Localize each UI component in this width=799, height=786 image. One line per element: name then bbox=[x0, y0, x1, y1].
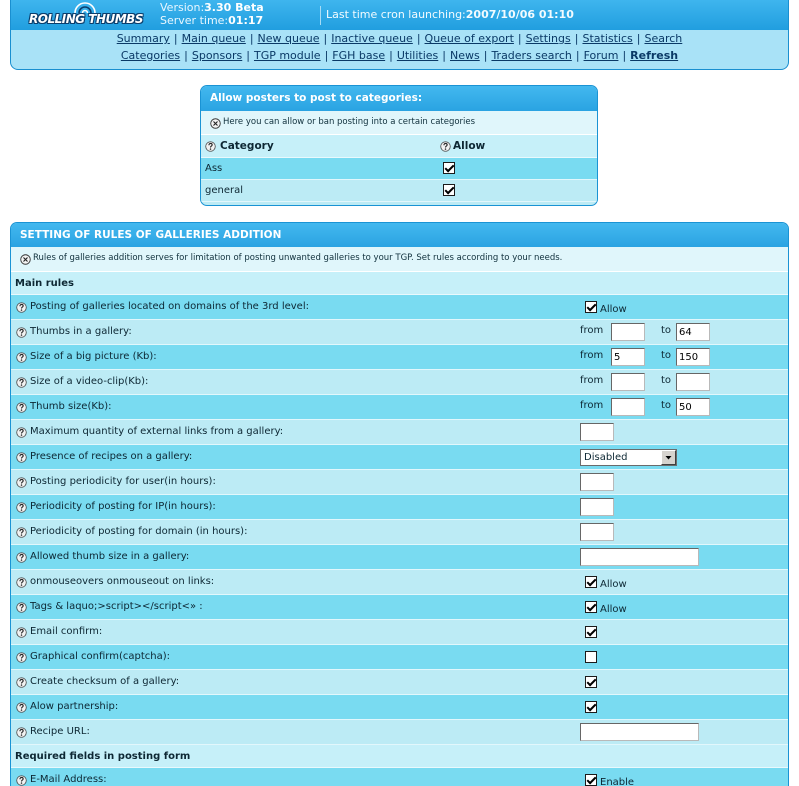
rule-control bbox=[580, 545, 780, 569]
rule-control bbox=[580, 445, 780, 469]
checksum-checkbox[interactable] bbox=[585, 676, 597, 688]
third-level-domains-checkbox[interactable] bbox=[585, 301, 597, 313]
thumbs-count-to-input[interactable] bbox=[676, 323, 710, 341]
help-question-icon[interactable] bbox=[16, 327, 27, 338]
version-value: 3.30 Beta bbox=[204, 1, 264, 14]
nav-link-inactive-queue[interactable]: Inactive queue bbox=[331, 32, 413, 45]
nav-separator: | bbox=[324, 49, 329, 62]
rule-control bbox=[580, 720, 780, 744]
checkbox-label: Allow bbox=[600, 579, 627, 590]
nav-separator: | bbox=[416, 32, 421, 45]
required-field-row-email bbox=[11, 768, 788, 786]
nav-link-new-queue[interactable]: New queue bbox=[257, 32, 320, 45]
help-question-icon[interactable] bbox=[16, 477, 27, 488]
section-heading-required-fields bbox=[11, 745, 788, 768]
select-value: Disabled bbox=[584, 452, 628, 463]
section-heading-main-rules bbox=[11, 272, 788, 295]
nav-separator: | bbox=[574, 32, 579, 45]
thumb-size-to-input[interactable] bbox=[676, 398, 710, 416]
rule-control bbox=[580, 370, 780, 394]
categories-permission-panel bbox=[200, 85, 598, 206]
big-picture-size-from-input[interactable] bbox=[611, 348, 645, 366]
app-header bbox=[10, 0, 789, 70]
categories-panel-title: Allow posters to post to categories: bbox=[210, 92, 423, 104]
column-category: Category bbox=[220, 140, 274, 152]
checkbox-label: Allow bbox=[600, 304, 627, 315]
rule-label: Size of a video-clip(Kb): bbox=[30, 376, 149, 387]
rule-row-ip-periodicity bbox=[11, 495, 788, 520]
categories-panel-header bbox=[201, 86, 597, 111]
nav-separator: | bbox=[249, 32, 254, 45]
rule-row-thumbs-count bbox=[11, 320, 788, 345]
help-question-icon[interactable] bbox=[16, 627, 27, 638]
ip-periodicity-input[interactable] bbox=[580, 498, 614, 516]
nav-separator: | bbox=[483, 49, 488, 62]
column-allow: Allow bbox=[453, 140, 486, 152]
required-field-label: E-Mail Address: bbox=[30, 774, 107, 785]
rule-label: Recipe URL: bbox=[30, 726, 90, 737]
partnership-checkbox[interactable] bbox=[585, 701, 597, 713]
help-question-icon[interactable] bbox=[16, 527, 27, 538]
info-circle-x-icon bbox=[210, 118, 221, 129]
nav-link-refresh[interactable]: Refresh bbox=[630, 49, 679, 62]
rule-label: Periodicity of posting for domain (in hours): bbox=[30, 526, 248, 537]
required-fields-heading: Required fields in posting form bbox=[15, 751, 191, 762]
rule-label: Graphical confirm(captcha): bbox=[30, 651, 170, 662]
rules-info-text: Rules of galleries addition serves for limitation of posting unwanted galleries to your TGP. Set rules according to your needs. bbox=[33, 253, 563, 263]
video-clip-size-from-input[interactable] bbox=[611, 373, 645, 391]
rule-row-partnership bbox=[11, 695, 788, 720]
nav-separator: | bbox=[636, 32, 641, 45]
server-time-line bbox=[160, 14, 264, 27]
rule-row-checksum bbox=[11, 670, 788, 695]
range-to-label: to bbox=[661, 400, 672, 411]
email-required-checkbox[interactable] bbox=[585, 774, 597, 786]
video-clip-size-to-input[interactable] bbox=[676, 373, 710, 391]
version-line bbox=[160, 1, 264, 14]
rule-control bbox=[580, 695, 780, 719]
script-tags-checkbox[interactable] bbox=[585, 601, 597, 613]
server-time-label: Server time: bbox=[160, 14, 229, 27]
email-confirm-checkbox[interactable] bbox=[585, 626, 597, 638]
rule-row-user-periodicity bbox=[11, 470, 788, 495]
rule-control bbox=[580, 295, 780, 319]
rule-label: Presence of recipes on a gallery: bbox=[30, 451, 193, 462]
info-circle-x-icon bbox=[20, 254, 31, 265]
domain-periodicity-input[interactable] bbox=[580, 523, 614, 541]
help-question-icon[interactable] bbox=[16, 302, 27, 313]
rule-row-allowed-thumb-size bbox=[11, 545, 788, 570]
checkbox-label: Allow bbox=[600, 604, 627, 615]
rule-label: Posting periodicity for user(in hours): bbox=[30, 476, 216, 487]
rule-control bbox=[580, 768, 780, 786]
captcha-checkbox[interactable] bbox=[585, 651, 597, 663]
nav-separator: | bbox=[517, 32, 522, 45]
nav-separator: | bbox=[575, 49, 580, 62]
rule-label: Tags & laquo;>script></script<» : bbox=[30, 601, 203, 612]
help-question-icon[interactable] bbox=[205, 141, 216, 152]
nav-link-utilities[interactable]: Utilities bbox=[396, 49, 439, 62]
rule-control bbox=[580, 470, 780, 494]
nav-link-categories[interactable]: Categories bbox=[120, 49, 181, 62]
cron-value: 2007/10/06 01:10 bbox=[465, 8, 574, 21]
rule-row-mouseover-links bbox=[11, 570, 788, 595]
help-question-icon[interactable] bbox=[16, 427, 27, 438]
user-periodicity-input[interactable] bbox=[580, 473, 614, 491]
rule-row-video-clip-size bbox=[11, 370, 788, 395]
mouseover-links-checkbox[interactable] bbox=[585, 576, 597, 588]
help-question-icon[interactable] bbox=[16, 602, 27, 613]
range-from-label: from bbox=[580, 350, 604, 361]
category-name: general bbox=[205, 185, 244, 196]
rule-row-captcha bbox=[11, 645, 788, 670]
rule-label: Maximum quantity of external links from a gallery: bbox=[30, 426, 284, 437]
rule-control bbox=[580, 320, 780, 344]
rule-row-recipes-presence bbox=[11, 445, 788, 470]
nav-link-traders-search[interactable]: Traders search bbox=[491, 49, 572, 62]
help-question-icon[interactable] bbox=[16, 402, 27, 413]
help-question-icon[interactable] bbox=[16, 502, 27, 513]
range-from-label: from bbox=[580, 400, 604, 411]
rules-panel-info bbox=[11, 247, 788, 272]
help-question-icon[interactable] bbox=[440, 141, 451, 152]
recipe-url-input[interactable] bbox=[580, 723, 699, 741]
nav-row-2 bbox=[11, 47, 788, 64]
rule-control bbox=[580, 670, 780, 694]
help-question-icon[interactable] bbox=[16, 452, 27, 463]
checkbox-label: Enable bbox=[600, 777, 635, 786]
nav-separator: | bbox=[246, 49, 250, 62]
nav-separator: | bbox=[389, 49, 393, 62]
rule-label: Thumbs in a gallery: bbox=[30, 326, 132, 337]
cron-label: Last time cron launching: bbox=[326, 8, 466, 21]
rule-row-script-tags bbox=[11, 595, 788, 620]
rule-control bbox=[580, 645, 780, 669]
nav-link-tgp-module[interactable]: TGP module bbox=[253, 49, 321, 62]
category-allow-checkbox[interactable] bbox=[443, 162, 455, 174]
help-question-icon[interactable] bbox=[16, 377, 27, 388]
nav-link-queue-of-export[interactable]: Queue of export bbox=[424, 32, 514, 45]
thumbs-count-from-input[interactable] bbox=[611, 323, 645, 341]
rule-control bbox=[580, 395, 780, 419]
nav-link-settings[interactable]: Settings bbox=[525, 32, 571, 45]
cron-info bbox=[326, 8, 574, 22]
nav-separator: | bbox=[442, 49, 446, 62]
help-question-icon[interactable] bbox=[16, 652, 27, 663]
categories-info-text: Here you can allow or ban posting into a certain categories bbox=[223, 117, 476, 127]
nav-link-sponsors[interactable]: Sponsors bbox=[191, 49, 243, 62]
categories-panel-info bbox=[201, 111, 597, 135]
nav-separator: | bbox=[622, 49, 627, 62]
dropdown-arrow-icon[interactable] bbox=[661, 450, 676, 465]
version-label: Version: bbox=[160, 1, 205, 14]
category-row bbox=[201, 180, 597, 202]
range-to-label: to bbox=[661, 325, 672, 336]
rule-control bbox=[580, 595, 780, 619]
help-question-icon[interactable] bbox=[16, 352, 27, 363]
big-picture-size-to-input[interactable] bbox=[676, 348, 710, 366]
rule-label: Email confirm: bbox=[30, 626, 103, 637]
rule-row-recipe-url bbox=[11, 720, 788, 745]
nav-link-search[interactable]: Search bbox=[644, 32, 683, 45]
rule-label: Allowed thumb size in a gallery: bbox=[30, 551, 190, 562]
category-name: Ass bbox=[205, 163, 223, 174]
rule-row-email-confirm bbox=[11, 620, 788, 645]
nav-link-statistics[interactable]: Statistics bbox=[582, 32, 633, 45]
rules-panel-header bbox=[11, 223, 788, 247]
gallery-rules-panel bbox=[10, 222, 789, 786]
categories-column-header bbox=[201, 135, 597, 158]
rule-label: Periodicity of posting for IP(in hours): bbox=[30, 501, 216, 512]
help-question-icon[interactable] bbox=[16, 577, 27, 588]
category-allow-checkbox[interactable] bbox=[443, 184, 455, 196]
range-to-label: to bbox=[661, 350, 672, 361]
help-question-icon[interactable] bbox=[16, 727, 27, 738]
range-from-label: from bbox=[580, 325, 604, 336]
rule-label: onmouseovers onmouseout on links: bbox=[30, 576, 215, 587]
nav-separator: | bbox=[173, 32, 178, 45]
rule-label: Create checksum of a gallery: bbox=[30, 676, 180, 687]
nav-row-1 bbox=[11, 30, 788, 47]
help-question-icon[interactable] bbox=[16, 702, 27, 713]
rule-row-domain-periodicity bbox=[11, 520, 788, 545]
rule-row-third-level-domains bbox=[11, 295, 788, 320]
nav-link-news[interactable]: News bbox=[449, 49, 480, 62]
rule-label: Thumb size(Kb): bbox=[30, 401, 112, 412]
range-to-label: to bbox=[661, 375, 672, 386]
rule-label: Posting of galleries located on domains of the 3rd level: bbox=[30, 301, 309, 312]
header-top-strip bbox=[11, 0, 788, 30]
version-info bbox=[160, 1, 264, 27]
nav-link-main-queue[interactable]: Main queue bbox=[181, 32, 246, 45]
nav-link-forum[interactable]: Forum bbox=[583, 49, 619, 62]
rule-control bbox=[580, 620, 780, 644]
range-from-label: from bbox=[580, 375, 604, 386]
server-time-value: 01:17 bbox=[228, 14, 264, 27]
rule-control bbox=[580, 420, 780, 444]
rule-row-thumb-size bbox=[11, 395, 788, 420]
nav-separator: | bbox=[184, 49, 188, 62]
rule-row-max-external-links bbox=[11, 420, 788, 445]
main-navigation bbox=[11, 30, 788, 64]
main-rules-heading: Main rules bbox=[15, 278, 74, 289]
nav-link-summary[interactable]: Summary bbox=[116, 32, 170, 45]
allowed-thumb-size-input[interactable] bbox=[580, 548, 699, 566]
rule-control bbox=[580, 495, 780, 519]
rule-control bbox=[580, 520, 780, 544]
rules-panel-title: SETTING OF RULES OF GALLERIES ADDITION bbox=[20, 229, 282, 241]
thumb-size-from-input[interactable] bbox=[611, 398, 645, 416]
logo[interactable] bbox=[28, 0, 158, 30]
rule-label: Size of a big picture (Kb): bbox=[30, 351, 157, 362]
header-divider bbox=[320, 6, 321, 25]
nav-link-fgh-base[interactable]: FGH base bbox=[332, 49, 386, 62]
help-question-icon[interactable] bbox=[16, 552, 27, 563]
max-external-links-input[interactable] bbox=[580, 423, 614, 441]
rule-control bbox=[580, 570, 780, 594]
recipes-presence-select[interactable] bbox=[580, 449, 677, 466]
logo-text: ROLLING THUMBS bbox=[29, 12, 143, 26]
rule-row-big-picture-size bbox=[11, 345, 788, 370]
nav-separator: | bbox=[323, 32, 328, 45]
rule-control bbox=[580, 345, 780, 369]
rule-label: Alow partnership: bbox=[30, 701, 119, 712]
help-question-icon[interactable] bbox=[16, 775, 27, 786]
help-question-icon[interactable] bbox=[16, 677, 27, 688]
category-row bbox=[201, 158, 597, 180]
